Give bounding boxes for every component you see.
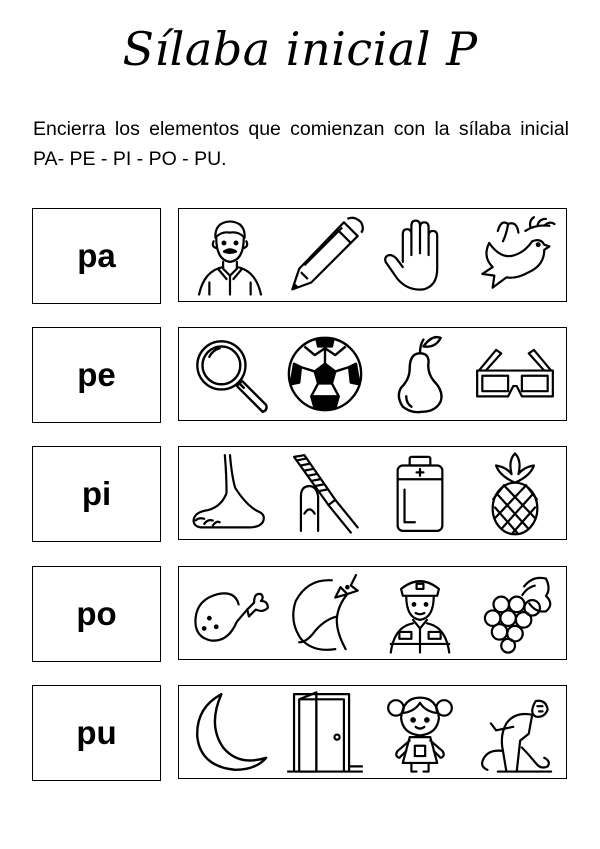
magnifying-glass-icon[interactable] xyxy=(187,331,273,417)
chicken-leg-icon[interactable] xyxy=(187,570,273,656)
crescent-moon-icon[interactable] xyxy=(187,689,273,775)
picture-strip xyxy=(178,566,567,660)
grapes-icon[interactable] xyxy=(472,570,558,656)
police-officer-icon[interactable] xyxy=(377,570,463,656)
man-icon[interactable] xyxy=(187,212,273,298)
doll-icon[interactable] xyxy=(377,689,463,775)
page-title: Sílaba inicial P xyxy=(122,22,478,76)
soccer-ball-icon[interactable] xyxy=(282,331,368,417)
row-pi xyxy=(32,446,570,542)
row-po xyxy=(32,566,570,662)
syllable-label: pu xyxy=(32,685,161,781)
pear-icon[interactable] xyxy=(377,331,463,417)
syllable-label: pa xyxy=(32,208,161,304)
row-pu xyxy=(32,685,570,781)
foot-icon[interactable] xyxy=(187,450,273,536)
syllable-label: pi xyxy=(32,446,161,542)
picture-strip xyxy=(178,446,567,540)
instructions-text: Encierra los elementos que comienzan con la sílaba inicial PA- PE - PI - PO - PU. xyxy=(33,118,569,170)
pineapple-icon[interactable] xyxy=(472,450,558,536)
picture-strip xyxy=(178,208,567,302)
pencil-icon[interactable] xyxy=(282,212,368,298)
dove-icon[interactable] xyxy=(472,212,558,298)
door-icon[interactable] xyxy=(282,689,368,775)
howling-wolf-icon[interactable] xyxy=(282,570,368,656)
3d-glasses-icon[interactable] xyxy=(472,331,558,417)
syllable-label: po xyxy=(32,566,161,662)
syllable-label: pe xyxy=(32,327,161,423)
monkey-icon[interactable] xyxy=(472,689,558,775)
row-pa xyxy=(32,208,570,304)
hand-icon[interactable] xyxy=(377,212,463,298)
battery-icon[interactable] xyxy=(377,450,463,536)
picture-strip xyxy=(178,685,567,779)
picture-strip xyxy=(178,327,567,421)
nail-file-icon[interactable] xyxy=(282,450,368,536)
row-pe xyxy=(32,327,570,423)
